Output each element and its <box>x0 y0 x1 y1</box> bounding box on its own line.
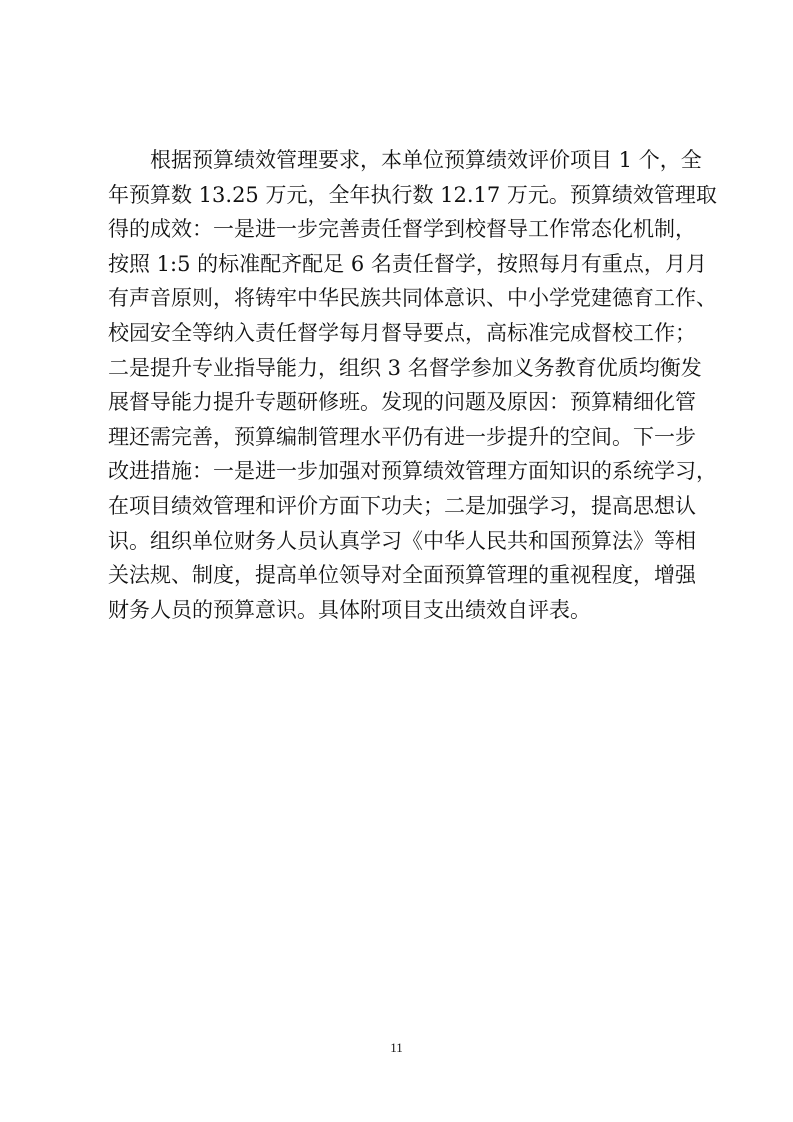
paragraph-line: 识。组织单位财务人员认真学习《中华人民共和国预算法》等相 <box>108 528 696 553</box>
paragraph-line: 展督导能力提升专题研修班。发现的问题及原因：预算精细化管 <box>108 390 696 415</box>
page-number: 11 <box>390 1040 403 1055</box>
paragraph-line: 财务人员的预算意识。具体附项目支出绩效自评表。 <box>108 597 591 622</box>
body-paragraph <box>108 143 717 627</box>
paragraph-line: 关法规、制度，提高单位领导对全面预算管理的重视程度，增强 <box>108 563 696 588</box>
paragraph-line: 理还需完善，预算编制管理水平仍有进一步提升的空间。下一步 <box>108 424 696 449</box>
paragraph-line: 校园安全等纳入责任督学每月督导要点，高标准完成督校工作； <box>108 320 696 345</box>
paragraph-line: 二是提升专业指导能力，组织 3 名督学参加义务教育优质均衡发 <box>108 355 702 380</box>
paragraph-line: 在项目绩效管理和评价方面下功夫；二是加强学习，提高思想认 <box>108 493 696 518</box>
paragraph-line: 有声音原则，将铸牢中华民族共同体意识、中小学党建德育工作、 <box>108 286 717 311</box>
paragraph-line: 年预算数 13.25 万元，全年执行数 12.17 万元。预算绩效管理取 <box>108 182 717 207</box>
paragraph-line: 得的成效：一是进一步完善责任督学到校督导工作常态化机制， <box>108 217 696 242</box>
paragraph-line: 按照 1:5 的标准配齐配足 6 名责任督学，按照每月有重点，月月 <box>108 251 707 276</box>
paragraph-line: 根据预算绩效管理要求，本单位预算绩效评价项目 1 个，全 <box>108 148 702 172</box>
paragraph-line: 改进措施：一是进一步加强对预算绩效管理方面知识的系统学习， <box>108 459 717 484</box>
